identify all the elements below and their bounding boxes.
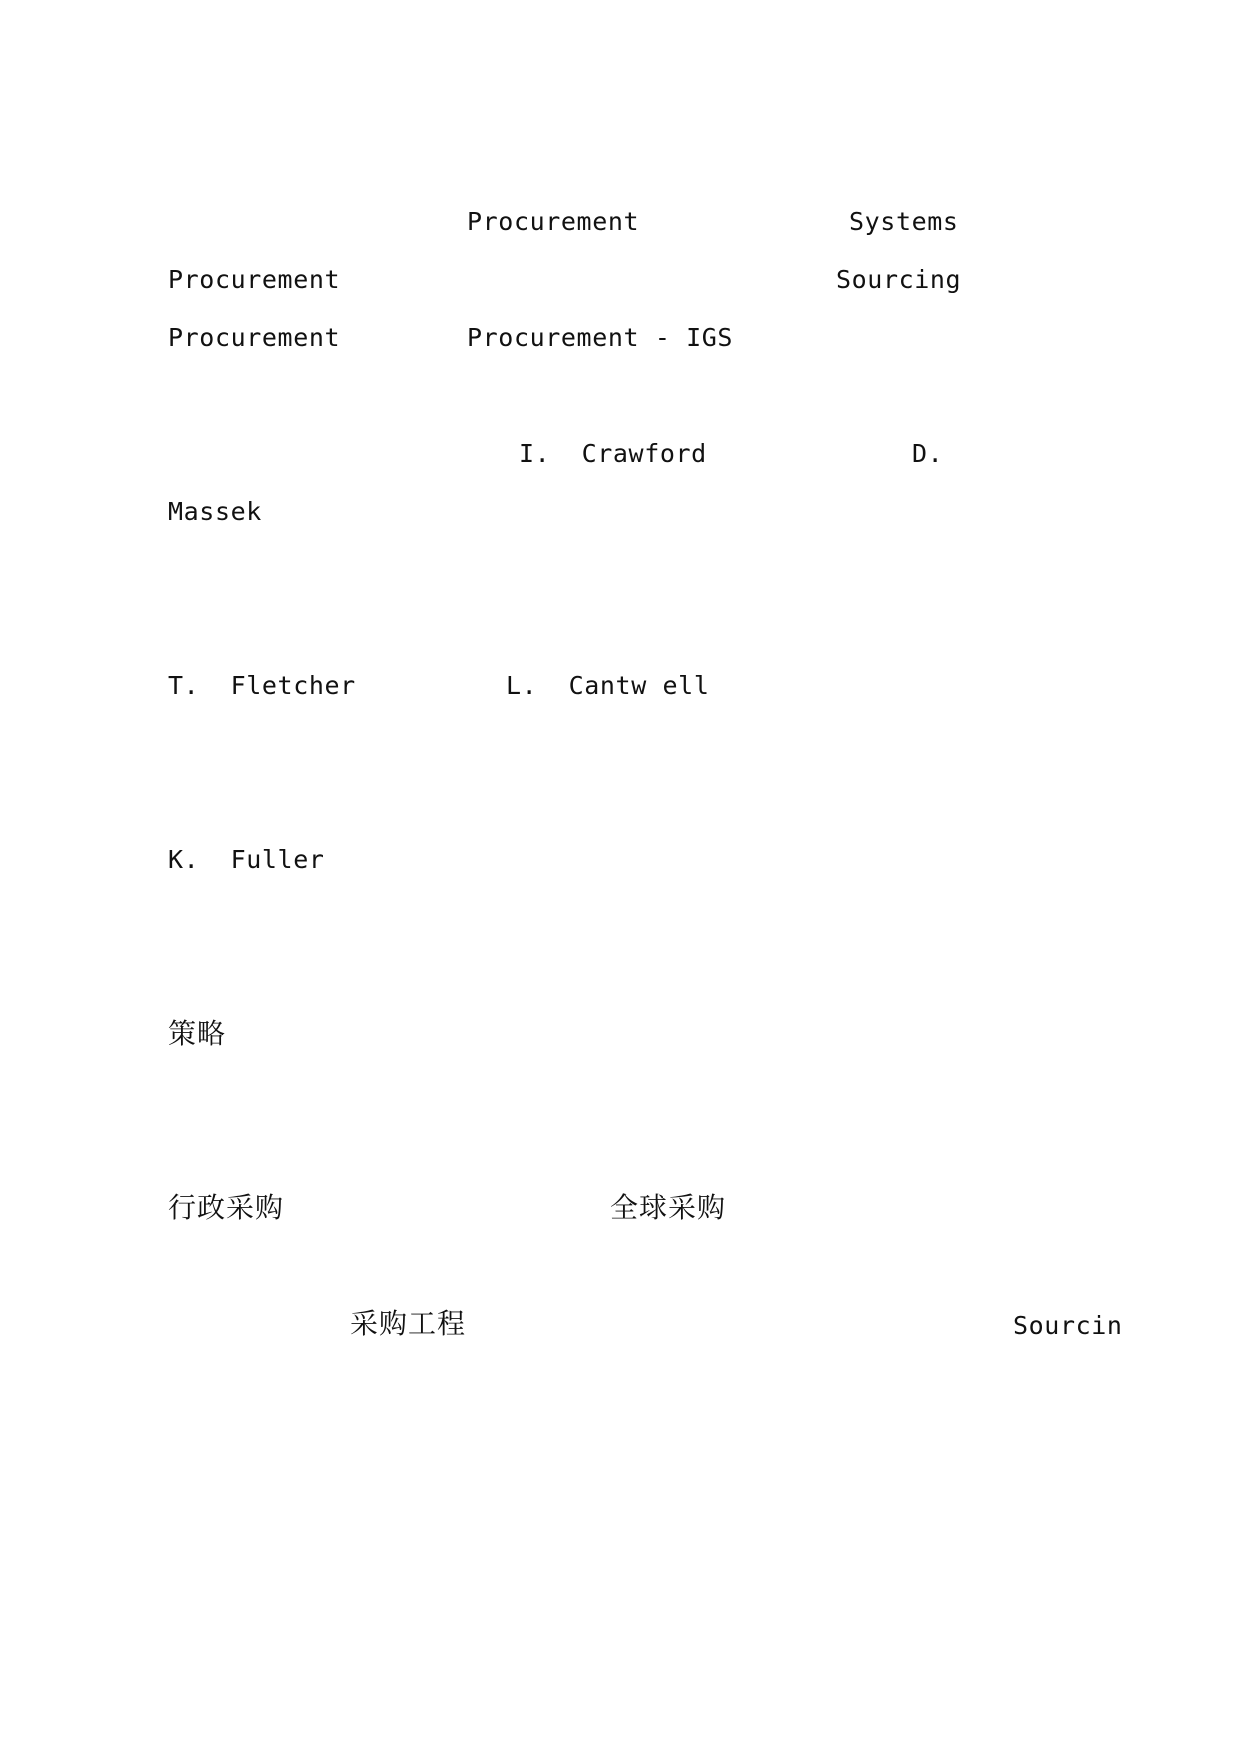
name-d-initial: D.	[912, 439, 944, 468]
admin-procurement-label: 行政采购	[168, 1191, 285, 1224]
header-systems: Systems	[849, 207, 959, 236]
header-procurement-row2: Procurement	[168, 265, 341, 294]
header-procurement-igs: Procurement - IGS	[467, 323, 734, 352]
global-procurement-label: 全球采购	[610, 1191, 727, 1224]
name-cantwell: L. Cantw ell	[506, 671, 710, 700]
name-fuller: K. Fuller	[168, 845, 325, 874]
sourcing-truncated-label: Sourcin	[1013, 1311, 1123, 1340]
procurement-engineering-label: 采购工程	[350, 1307, 467, 1340]
header-sourcing: Sourcing	[836, 265, 962, 294]
header-procurement-systems-left: Procurement	[467, 207, 640, 236]
strategy-label: 策略	[168, 1017, 227, 1050]
name-massek: Massek	[168, 497, 262, 526]
header-procurement-row3: Procurement	[168, 323, 341, 352]
name-fletcher: T. Fletcher	[168, 671, 356, 700]
name-crawford: I. Crawford	[519, 439, 707, 468]
